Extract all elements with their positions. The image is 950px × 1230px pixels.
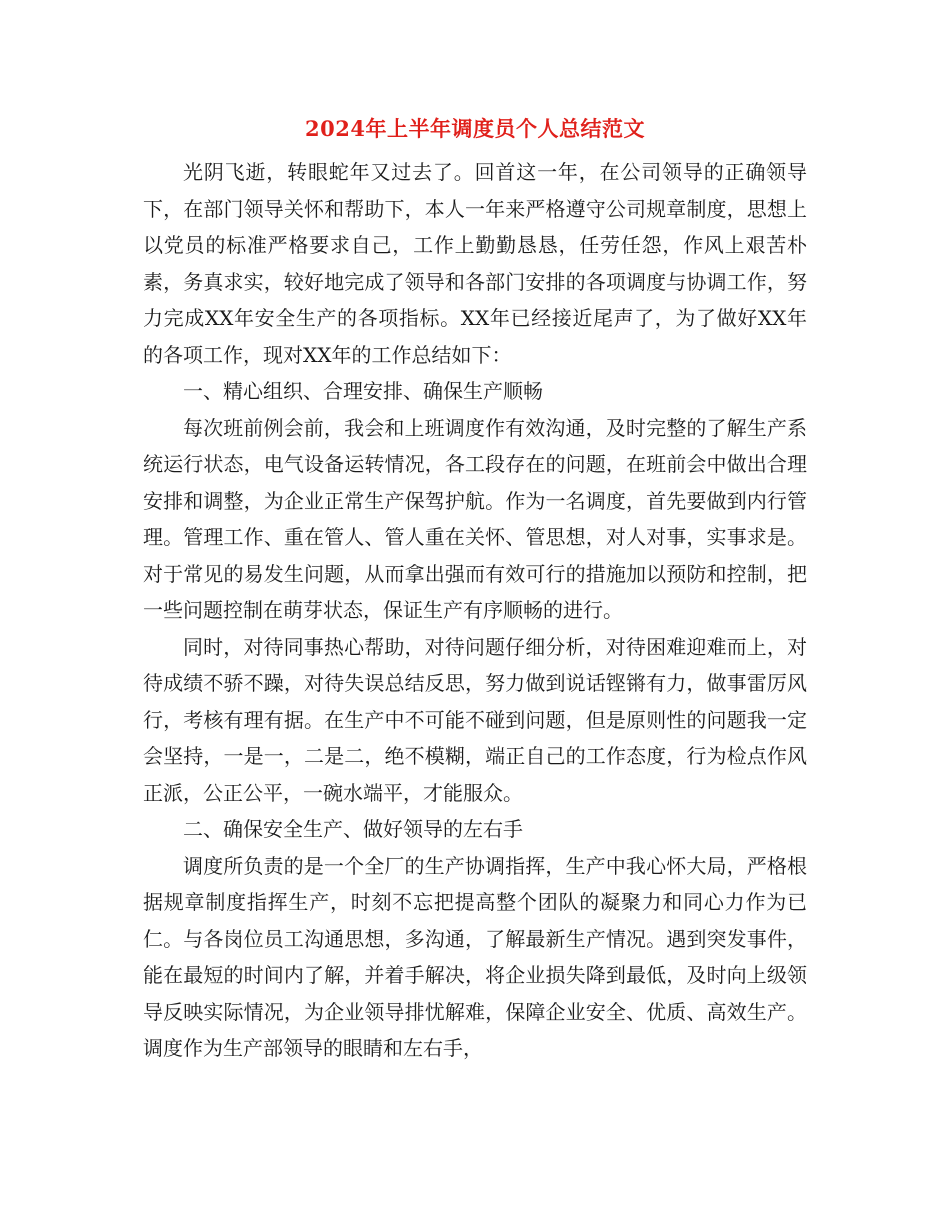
section-heading-2: 二、确保安全生产、做好领导的左右手 xyxy=(183,817,523,841)
paragraph-4: 调度所负责的是一个全厂的生产协调指挥，生产中我心怀大局，严格根据规章制度指挥生产，时刻不忘把提高整个团队的凝聚力和同心力作为已仁。与各岗位员工沟通思想，多沟通，了解最新生产情况。遇到突发事件，能在最短的时间内了解，并着手解决，将企业损失降到最低，及时向上级领导反映实际情况，为企业领导排忧解难，保障企业安全、优质、高效生产。调度作为生产部领导的眼睛和左右手， xyxy=(143,853,807,1060)
document-title: 2024年上半年调度员个人总结范文 xyxy=(305,116,645,141)
paragraph-2: 每次班前例会前，我会和上班调度作有效沟通，及时完整的了解生产系统运行状态，电气设备运转情况，各工段存在的问题，在班前会中做出合理安排和调整，为企业正常生产保驾护航。作为一名调度，首先要做到内行管理。管理工作、重在管人、管人重在关怀、管思想，对人对事，实事求是。对于常见的易发生问题，从而拿出强而有效可行的措施加以预防和控制，把一些问题控制在萌芽状态，保证生产有序顺畅的进行。 xyxy=(143,415,807,622)
document-page xyxy=(143,114,807,1067)
section-heading-1: 一、精心组织、合理安排、确保生产顺畅 xyxy=(183,379,543,403)
paragraph-3: 同时，对待同事热心帮助，对待问题仔细分析，对待困难迎难而上，对待成绩不骄不躁，对待失误总结反思，努力做到说话铿锵有力，做事雷厉风行，考核有理有据。在生产中不可能不碰到问题，但是原则性的问题我一定会坚持，一是一，二是二，绝不模糊，端正自己的工作态度，行为检点作风正派，公正公平，一碗水端平，才能服众。 xyxy=(143,634,807,805)
intro-paragraph: 光阴飞逝，转眼蛇年又过去了。回首这一年，在公司领导的正确领导下，在部门领导关怀和帮助下，本人一年来严格遵守公司规章制度，思想上以党员的标准严格要求自己，工作上勤勤恳恳，任劳任怨，作风上艰苦朴素，务真求实，较好地完成了领导和各部门安排的各项调度与协调工作，努力完成XX年安全生产的各项指标。XX年已经接近尾声了，为了做好XX年的各项工作，现对XX年的工作总结如下： xyxy=(143,160,807,367)
